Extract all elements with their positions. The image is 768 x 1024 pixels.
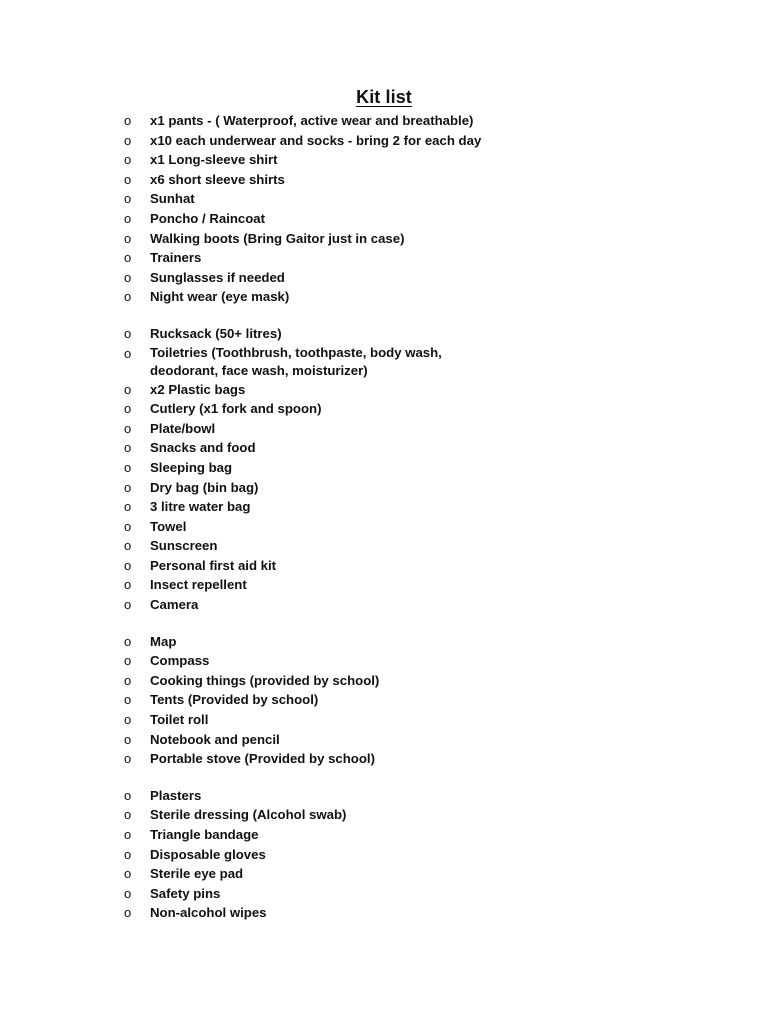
list-item: [120, 189, 680, 209]
list-item-text: Triangle bandage: [150, 827, 259, 842]
bullet-icon: o: [124, 672, 132, 688]
list-item-text: x6 short sleeve shirts: [150, 171, 285, 187]
bullet-icon: o: [124, 653, 132, 669]
list-item-text: Portable stove (Provided by school): [150, 751, 375, 767]
list-item-text: Sunglasses if needed: [150, 269, 285, 285]
bullet-icon: o: [124, 440, 132, 456]
list-item-text: Dry bag (bin bag): [150, 479, 259, 495]
bullet-icon: o: [124, 381, 132, 397]
list-item: [120, 458, 680, 478]
list-item: [120, 903, 680, 923]
list-item-text: Disposable gloves: [150, 846, 266, 862]
bullet-icon: o: [124, 479, 132, 495]
list-item-text: Notebook and pencil: [150, 731, 280, 747]
list-item-text: Plate/bowl: [150, 420, 216, 436]
list-item: [120, 786, 680, 806]
list-item: [120, 419, 680, 439]
list-item: [120, 575, 680, 595]
list-item: [120, 209, 680, 229]
list-item-text: Rucksack (50+ litres): [150, 325, 282, 341]
list-item-text: x1 pants - ( Waterproof, active wear and breathable): [150, 113, 474, 128]
list-item-text: Non-alcohol wipes: [150, 905, 267, 921]
list-item: [120, 710, 680, 730]
bullet-icon: o: [124, 538, 132, 554]
bullet-icon: o: [124, 230, 132, 246]
bullet-icon: o: [124, 751, 132, 767]
list-item-text: Walking boots (Bring Gaitor just in case): [150, 230, 405, 246]
kit-group: [120, 786, 680, 923]
list-item: [120, 536, 680, 556]
list-item: [120, 399, 680, 419]
list-item-text: Poncho / Raincoat: [150, 210, 266, 226]
list-item-text: Toiletries (Toothbrush, toothpaste, body wash, deodorant, face wash, moisturizer): [150, 344, 442, 378]
list-item-text: Plasters: [150, 787, 202, 803]
list-item: [120, 690, 680, 710]
bullet-icon: o: [124, 325, 132, 341]
list-item-text: Night wear (eye mask): [150, 289, 290, 305]
list-item-text: Sunhat: [150, 191, 195, 207]
list-item-text: Insect repellent: [150, 577, 247, 593]
list-item: [120, 825, 680, 845]
list-item: [120, 344, 680, 380]
list-item: [120, 864, 680, 884]
list-item: [120, 229, 680, 249]
bullet-icon: o: [124, 866, 132, 882]
bullet-icon: o: [124, 577, 132, 593]
list-item: [120, 150, 680, 170]
list-item: [120, 268, 680, 288]
list-item-text: Trainers: [150, 250, 202, 266]
list-item-text: Camera: [150, 597, 199, 613]
bullet-icon: o: [124, 171, 132, 187]
list-item-text: Sterile dressing (Alcohol swab): [150, 807, 347, 823]
list-item: [120, 884, 680, 904]
list-item-text: Sunscreen: [150, 538, 218, 554]
list-item: [120, 749, 680, 769]
list-item-text: x2 Plastic bags: [150, 381, 246, 397]
bullet-icon: o: [124, 692, 132, 708]
list-item-text: 3 litre water bag: [150, 499, 251, 515]
list-item-text: Toilet roll: [150, 712, 209, 728]
bullet-icon: o: [124, 191, 132, 207]
list-item-text: x10 each underwear and socks - bring 2 for each day: [150, 132, 482, 148]
list-item-text: Personal first aid kit: [150, 557, 277, 573]
list-item-text: Compass: [150, 653, 210, 669]
bullet-icon: o: [124, 113, 132, 128]
bullet-icon: o: [124, 518, 132, 534]
list-item: [120, 380, 680, 400]
list-item: [120, 556, 680, 576]
list-item-text: Sterile eye pad: [150, 866, 244, 882]
list-item: [120, 170, 680, 190]
list-item: [120, 111, 680, 131]
kit-group: [120, 111, 680, 307]
list-item: [120, 671, 680, 691]
list-item-text: Safety pins: [150, 885, 221, 901]
list-item: [120, 517, 680, 537]
list-item: [120, 497, 680, 517]
list-item: [120, 730, 680, 750]
bullet-icon: o: [124, 787, 132, 803]
bullet-icon: o: [124, 731, 132, 747]
list-item: [120, 632, 680, 652]
list-item: [120, 248, 680, 268]
list-item-text: x1 Long-sleeve shirt: [150, 152, 278, 168]
bullet-icon: o: [124, 345, 132, 361]
list-item: [120, 805, 680, 825]
bullet-icon: o: [124, 827, 132, 842]
list-item-text: Cooking things (provided by school): [150, 672, 380, 688]
page-title: Kit list: [356, 87, 412, 107]
kit-group: [120, 632, 680, 769]
kit-group: [120, 324, 680, 615]
list-item: [120, 845, 680, 865]
bullet-icon: o: [124, 152, 132, 168]
bullet-icon: o: [124, 210, 132, 226]
list-item: [120, 438, 680, 458]
bullet-icon: o: [124, 557, 132, 573]
bullet-icon: o: [124, 712, 132, 728]
bullet-icon: o: [124, 132, 132, 148]
list-item-text: Cutlery (x1 fork and spoon): [150, 401, 322, 417]
list-item-text: Sleeping bag: [150, 459, 233, 475]
bullet-icon: o: [124, 269, 132, 285]
list-item: [120, 595, 680, 615]
bullet-icon: o: [124, 885, 132, 901]
bullet-icon: o: [124, 846, 132, 862]
list-item: [120, 324, 680, 344]
bullet-icon: o: [124, 459, 132, 475]
bullet-icon: o: [124, 250, 132, 266]
list-item: [120, 131, 680, 151]
bullet-icon: o: [124, 420, 132, 436]
list-item-text: Towel: [150, 518, 187, 534]
list-item-text: Snacks and food: [150, 440, 256, 456]
list-item: [120, 651, 680, 671]
bullet-icon: o: [124, 633, 132, 649]
bullet-icon: o: [124, 401, 132, 417]
list-item: [120, 478, 680, 498]
bullet-icon: o: [124, 807, 132, 823]
kit-list: [120, 111, 680, 923]
bullet-icon: o: [124, 597, 132, 613]
bullet-icon: o: [124, 289, 132, 305]
list-item-text: Tents (Provided by school): [150, 692, 319, 708]
bullet-icon: o: [124, 499, 132, 515]
list-item-text: Map: [150, 633, 177, 649]
bullet-icon: o: [124, 905, 132, 921]
list-item: [120, 287, 680, 307]
